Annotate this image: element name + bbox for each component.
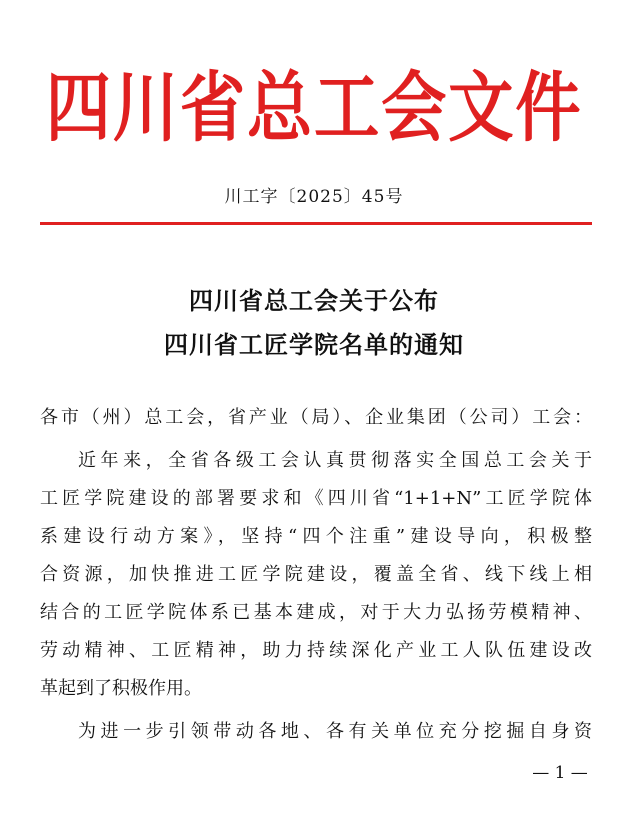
paragraph-1-line: 结合的工匠学院体系已基本建成，对于大力弘扬劳模精神、 xyxy=(40,602,592,623)
red-divider-rule xyxy=(40,222,592,225)
paragraph-1-line: 劳动精神、工匠精神，助力持续深化产业工人队伍建设改 xyxy=(40,640,592,661)
paragraph-2-line: 为进一步引领带动各地、各有关单位充分挖掘自身资 xyxy=(78,721,592,742)
paragraph-1-line: 工匠学院建设的部署要求和《四川省“1+1+N”工匠学院体 xyxy=(40,488,592,509)
document-header-title: 四川省总工会文件 xyxy=(45,63,583,152)
salutation: 各市（州）总工会，省产业（局）、企业集团（公司）工会： xyxy=(40,407,592,428)
paragraph-1-line: 革起到了积极作用。 xyxy=(40,678,202,699)
notice-title-line-2: 四川省工匠学院名单的通知 xyxy=(164,331,464,359)
paragraph-1-line: 近年来，全省各级工会认真贯彻落实全国总工会关于 xyxy=(78,450,592,471)
page-number: — 1 — xyxy=(532,763,588,783)
notice-title-line-1: 四川省总工会关于公布 xyxy=(189,287,439,315)
paragraph-1-line: 合资源，加快推进工匠学院建设，覆盖全省、线下线上相 xyxy=(40,564,592,585)
paragraph-1-line: 系建设行动方案》，坚持“四个注重”建设导向，积极整 xyxy=(40,526,592,547)
document-number: 川工字〔2025〕45号 xyxy=(224,187,404,207)
